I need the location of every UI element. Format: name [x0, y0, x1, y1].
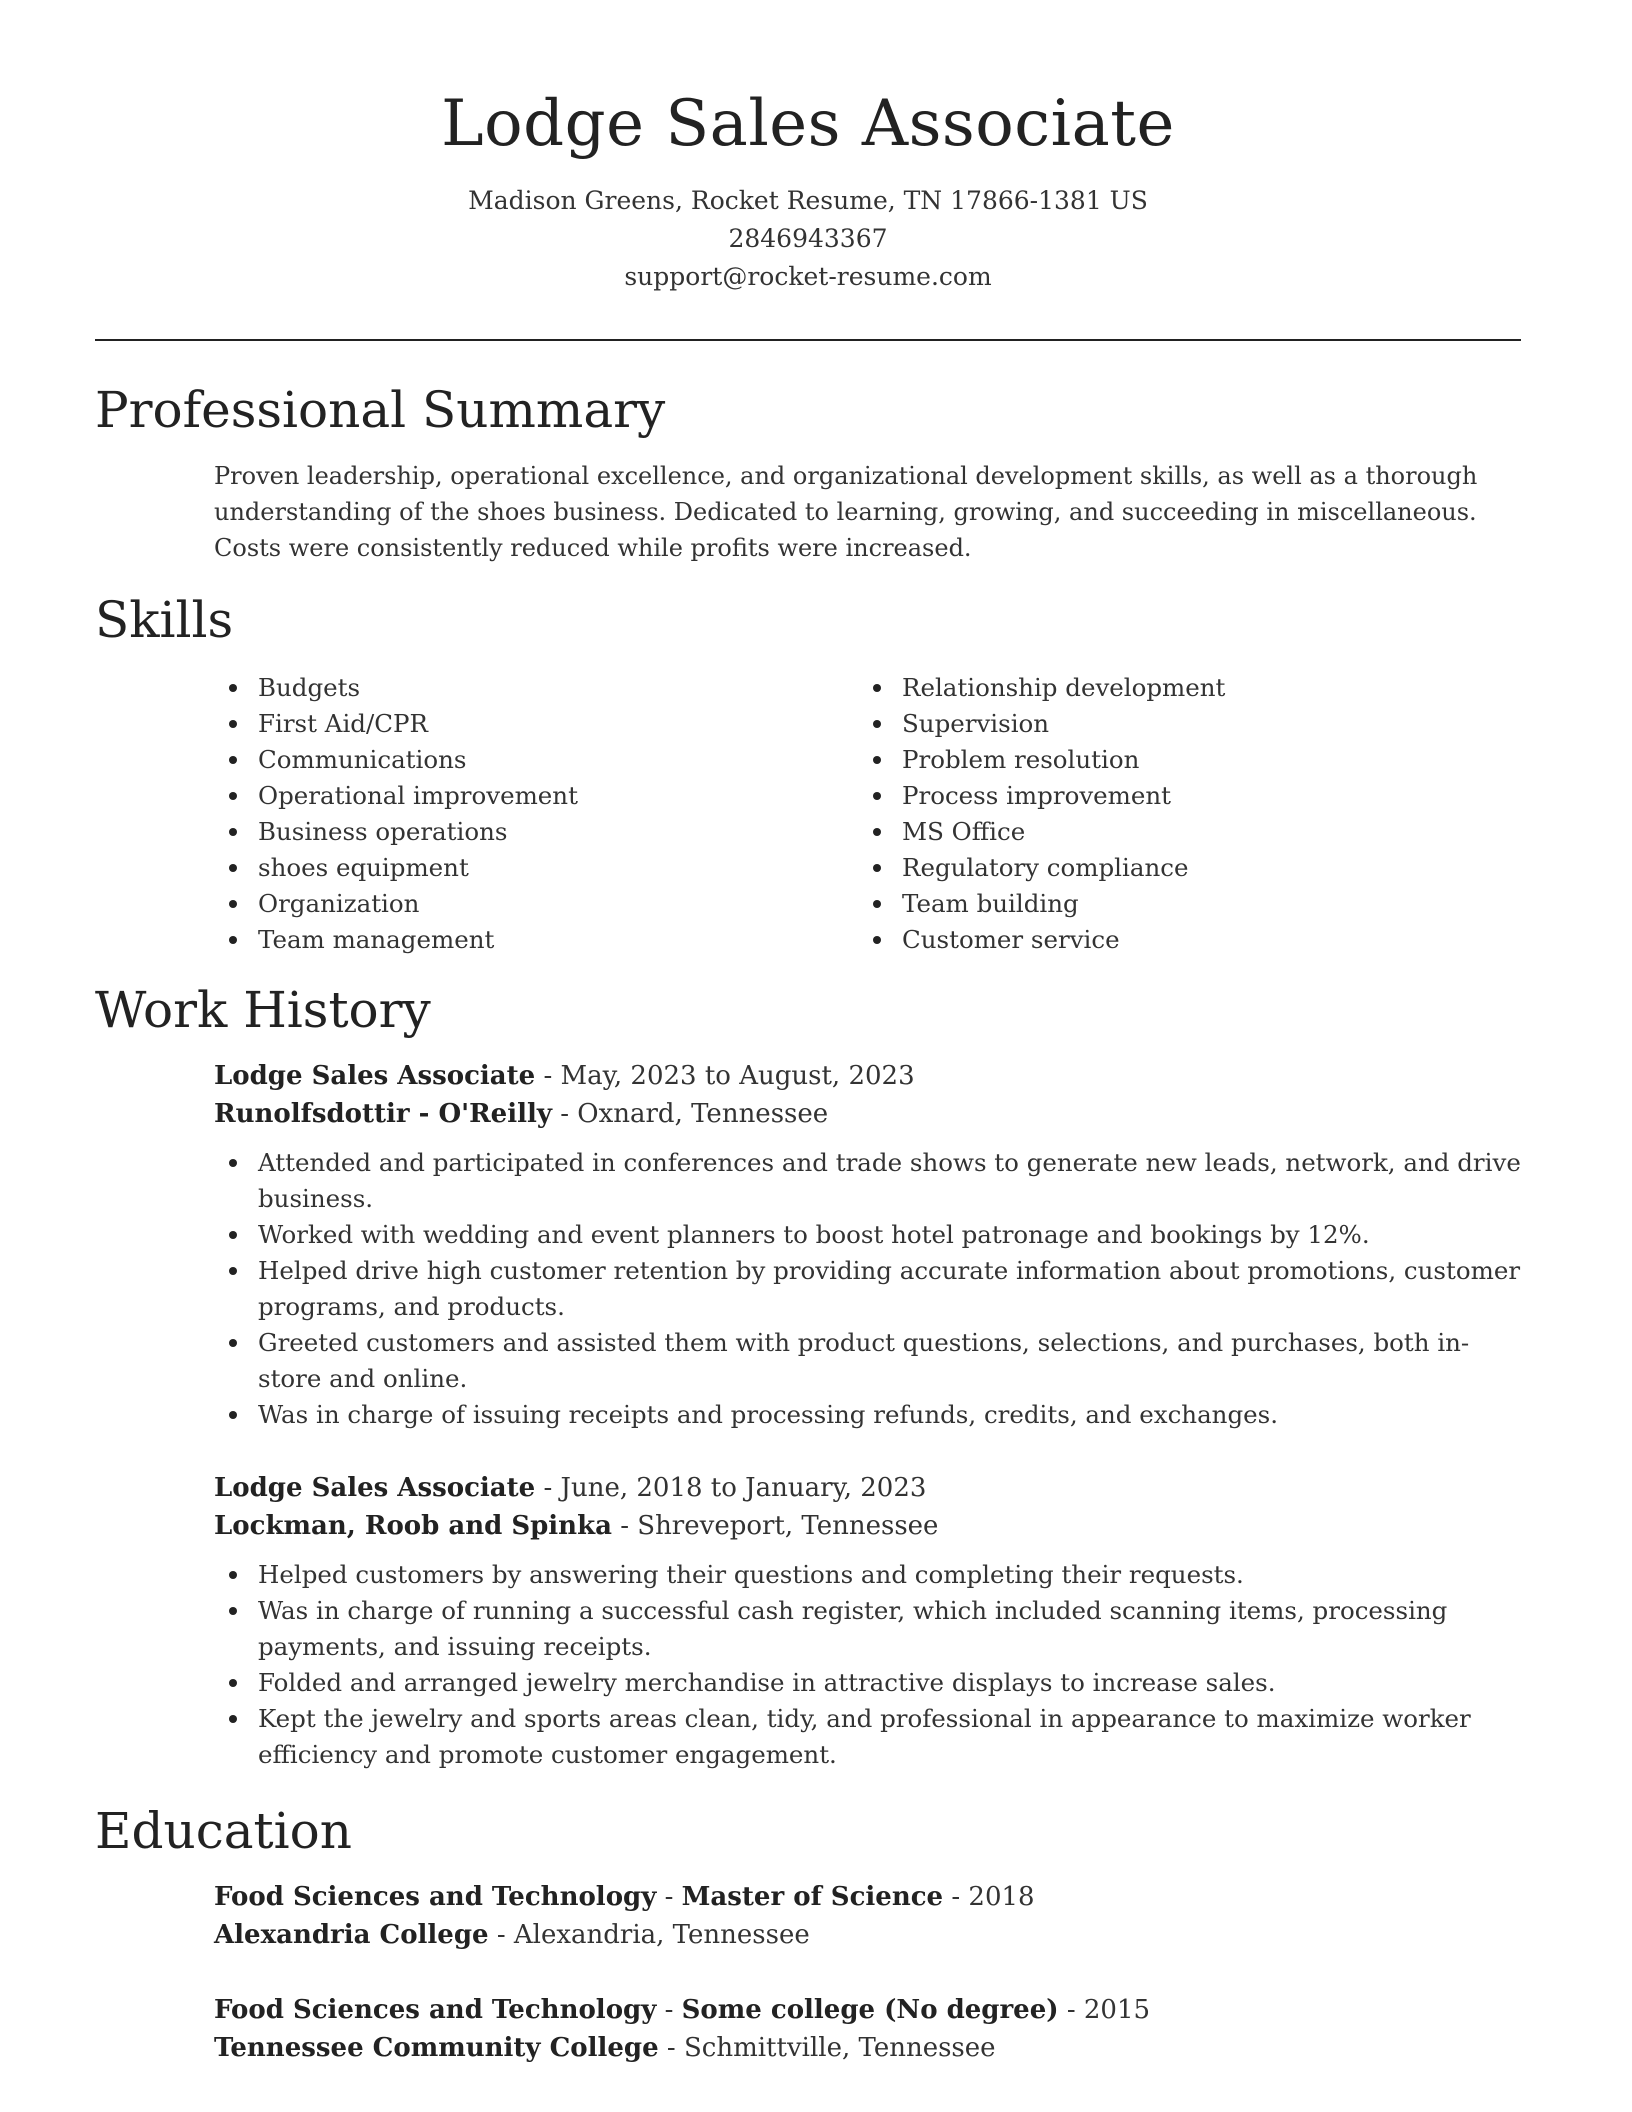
job-bullet: Helped drive high customer retention by providing accurate information about promotions, customer programs, and products. [214, 1253, 1524, 1325]
education-degree-line: Food Sciences and Technology - Some college (No degree) - 2015 [214, 1995, 1151, 2025]
resume-header [95, 80, 1521, 296]
skills-heading: Skills [95, 591, 234, 649]
skill-item: Customer service [858, 922, 1518, 958]
contact-email: support@rocket-resume.com [624, 262, 992, 291]
education-entry [214, 1878, 1524, 1954]
skill-item: Organization [214, 886, 814, 922]
education-field: Food Sciences and Technology [214, 1995, 657, 2025]
skills-list-right [858, 670, 1518, 958]
education-school: Alexandria College [214, 1920, 489, 1950]
skill-item: First Aid/CPR [214, 706, 814, 742]
skill-item: Business operations [214, 814, 814, 850]
job-company: Lockman, Roob and Spinka [214, 1511, 612, 1541]
job-title-line [214, 1469, 1524, 1507]
education-field: Food Sciences and Technology [214, 1882, 657, 1912]
job-bullet: Kept the jewelry and sports areas clean, tidy, and professional in appearance to maximize worker efficiency and promote customer engagement. [214, 1701, 1524, 1773]
skill-item: Team management [214, 922, 814, 958]
header-divider [95, 339, 1521, 341]
job-role: Lodge Sales Associate [214, 1473, 536, 1503]
job-company: Runolfsdottir - O'Reilly [214, 1099, 552, 1129]
education-school: Tennessee Community College [214, 2033, 659, 2063]
job-bullet: Worked with wedding and event planners to boost hotel patronage and bookings by 12%. [214, 1217, 1524, 1253]
education-school-line [214, 1916, 1524, 1954]
education-year: - 2015 [1058, 1995, 1151, 2025]
job-entry [214, 1057, 1524, 1433]
summary-heading: Professional Summary [95, 381, 666, 439]
skill-item: Relationship development [858, 670, 1518, 706]
job-location: - Oxnard, Tennessee [551, 1099, 829, 1129]
job-bullet: Greeted customers and assisted them with product questions, selections, and purchases, both in-store and online. [214, 1325, 1524, 1397]
skill-item: Supervision [858, 706, 1518, 742]
skill-item: Process improvement [858, 778, 1518, 814]
job-dates: - May, 2023 to August, 2023 [535, 1061, 915, 1091]
job-title-line [214, 1057, 1524, 1095]
education-degree: Master of Science [681, 1882, 944, 1912]
job-bullet: Folded and arranged jewelry merchandise in attractive displays to increase sales. [214, 1665, 1524, 1701]
skill-item: Budgets [214, 670, 814, 706]
education-location: - Schmittville, Tennessee [658, 2033, 996, 2063]
skill-item: shoes equipment [214, 850, 814, 886]
education-degree-line: Food Sciences and Technology - Master of Science - 2018 [214, 1882, 1035, 1912]
education-location: - Alexandria, Tennessee [488, 1920, 810, 1950]
skill-item: Communications [214, 742, 814, 778]
skill-item: Team building [858, 886, 1518, 922]
resume-name: Lodge Sales Associate [441, 87, 1175, 161]
skill-item: Regulatory compliance [858, 850, 1518, 886]
education-year: - 2018 [943, 1882, 1035, 1912]
education-heading: Education [95, 1802, 352, 1860]
job-bullets [214, 1557, 1524, 1773]
job-company-line [214, 1095, 1524, 1133]
education-school-line [214, 2029, 1524, 2067]
job-bullet: Helped customers by answering their questions and completing their requests. [214, 1557, 1524, 1593]
contact-info [95, 182, 1521, 296]
job-bullets [214, 1145, 1524, 1433]
skill-item: MS Office [858, 814, 1518, 850]
job-location: - Shreveport, Tennessee [611, 1511, 939, 1541]
summary-text: Proven leadership, operational excellence, and organizational development skills, as well as a thorough understanding of the shoes business. Dedicated to learning, growing, and succeeding in miscellaneous. Costs were consistently reduced while profits were increased. [214, 462, 1478, 562]
education-entry [214, 1991, 1524, 2067]
job-dates: - June, 2018 to January, 2023 [535, 1473, 927, 1503]
job-role: Lodge Sales Associate [214, 1061, 536, 1091]
job-entry [214, 1469, 1524, 1773]
skill-item: Operational improvement [214, 778, 814, 814]
job-bullet: Attended and participated in conferences and trade shows to generate new leads, network, and drive business. [214, 1145, 1524, 1217]
contact-phone: 2846943367 [728, 224, 888, 253]
contact-address: Madison Greens, Rocket Resume, TN 17866-1381 US [468, 186, 1148, 215]
skills-list-left [214, 670, 814, 958]
job-company-line [214, 1507, 1524, 1545]
job-bullet: Was in charge of issuing receipts and processing refunds, credits, and exchanges. [214, 1397, 1524, 1433]
work-history-heading: Work History [95, 981, 431, 1039]
job-bullet: Was in charge of running a successful cash register, which included scanning items, processing payments, and issuing receipts. [214, 1593, 1524, 1665]
education-degree: Some college (No degree) [681, 1995, 1059, 2025]
skill-item: Problem resolution [858, 742, 1518, 778]
